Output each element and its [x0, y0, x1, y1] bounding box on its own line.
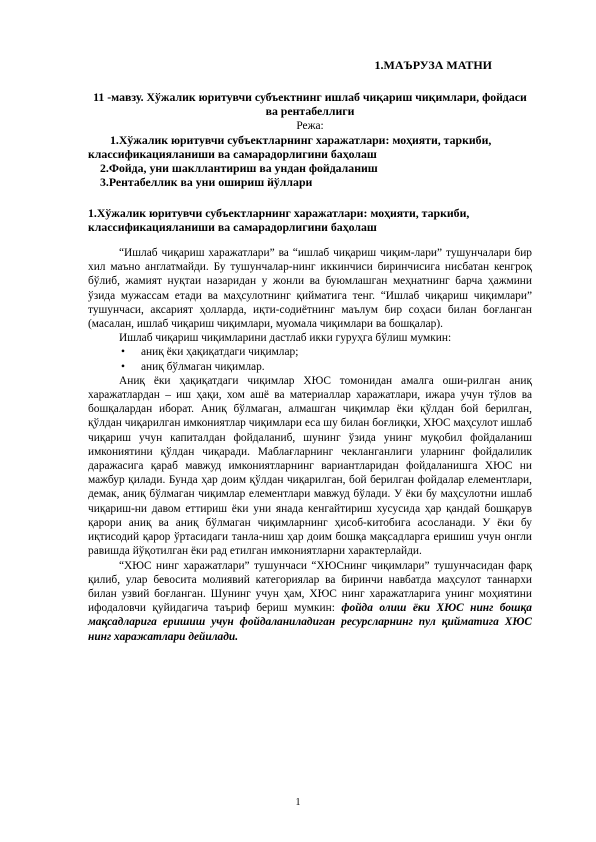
bullet-icon: •	[121, 360, 125, 373]
page-number: 1	[295, 797, 301, 808]
bullet-list	[88, 345, 532, 373]
paragraph: Ишлаб чиқариш чиқимларини дастлаб икки гуруҳга бўлиш мумкин:	[119, 332, 452, 345]
section-heading: 1.Хўжалик юритувчи субъектларнинг харажатлари: моҳияти, таркиби, классификацияланиши ва самарадорлигини баҳолаш	[88, 205, 470, 234]
bullet-icon: •	[121, 346, 125, 359]
lecture-title: 1.МАЪРУЗА МАТНИ	[374, 58, 492, 72]
paragraph-text: “ХЮС нинг харажатлари” тушунчаси “ХЮСнинг чиқимлари” тушунчасидан фарқ қилиб, улар бевосита молиявий категориялар ва биринчи навбатда маҳсулот таннархи билан узвий боғланган. Шунинг учун ҳам, ХЮС нинг харажатларига унинг моҳиятини ифодаловчи қуйидагича таъриф бериш мумкин:	[88, 559, 532, 615]
list-item	[88, 360, 532, 374]
list-item	[88, 345, 532, 359]
list-item-text: аниқ ёки ҳақиқатдаги чиқимлар;	[141, 346, 299, 359]
paragraph	[88, 559, 532, 644]
plan-item: 1.Хўжалик юритувчи субъектларнинг харажатлари: моҳияти, таркиби, классификацияланиши ва самарадорлигини баҳолаш	[88, 132, 492, 162]
definition-text: фойда олиш ёки ХЮС нинг бошқа мақсадларига еришиш учун фойдаланиладиган ресурсларнинг пул қийматига ХЮС нинг харажатлари дейилади.	[88, 602, 532, 643]
plan-item: 2.Фойда, уни шакллантириш ва ундан фойдаланиш	[100, 161, 378, 176]
paragraph: “Ишлаб чиқариш харажатлари” ва “ишлаб чиқариш чиқим-лари” тушунчалари бир хил маъно англатмайди. Бу тушунчалар-нинг иккинчиси биринчисига нисбатан кенгроқ бўлиб, жамият нуқтаи назаридан у жонли ва буюмлашган меҳнатнинг барча ҳажмини ўзида мужассам етади ва маҳсулотнинг қийматига тенг. “Ишлаб чиқариш чиқимлари” тушунчаси, аксарият ҳолларда, иқти-содиётнинг маълум бир соҳаси билан боғланган (масалан, ишлаб чиқариш чиқимлари, муомала чиқимлари ва бошқалар).	[88, 247, 532, 331]
plan-label: Режа:	[296, 119, 324, 132]
document-page	[88, 58, 532, 644]
plan-item: 3.Рентабеллик ва уни ошириш йўллари	[100, 175, 313, 190]
list-item-text: аниқ бўлмаган чиқимлар.	[141, 360, 265, 373]
paragraph: Аниқ ёки ҳақиқатдаги чиқимлар ХЮС томонидан амалга оши-рилган аниқ харажатлардан – иш ҳақи, хом ашё ва материаллар харажатлари, ижара учун тўлов ва бошқалардан иборат. Аниқ бўлмаган, алмашган чиқимлар ёки қўлдан бой берилган, қўлдан чиқарилган имкониятлар чиқимлари еса шу билан боғлиқки, ХЮС маҳсулот ишлаб чиқариш учун капиталдан фойдаланиб, шунинг ўзида унинг муқобил фойдаланиш имкониятини қўлдан чиқаради. Маблағларнинг чекланганлиги уларнинг фойдалилик даражасига қараб мавжуд имкониятларнинг вариантларидан фойдаланишга ХЮС ни мажбур қилади. Бунда ҳар доим қўлдан чиқарилган, бой берилган фойдалар елементлари, демак, аниқ бўлмаган чиқимлар елементлари мавжуд бўлади. У ёки бу маҳсулотни ишлаб чиқариш-ни давом еттириш ёки уни янада кенгайтириш хусусида ҳар қандай бошқарув қарори аниқ ва аниқ бўлмаган чиқимларнинг ҳисоб-китобига асосланади. У ёки бу иқтисодий қарор ўртасидаги танла-ниш ҳар доим бошқа мақсадларга еришиш учун онгли равишда йўқотилган ёки рад етилган имкониятларни характерлайди.	[88, 374, 532, 558]
plan-list	[88, 133, 532, 190]
topic-title: 11 -мавзу. Хўжалик юритувчи субъектнинг ишлаб чиқариш чиқимлари, фойдаси ва рентабеллиги	[93, 90, 527, 119]
